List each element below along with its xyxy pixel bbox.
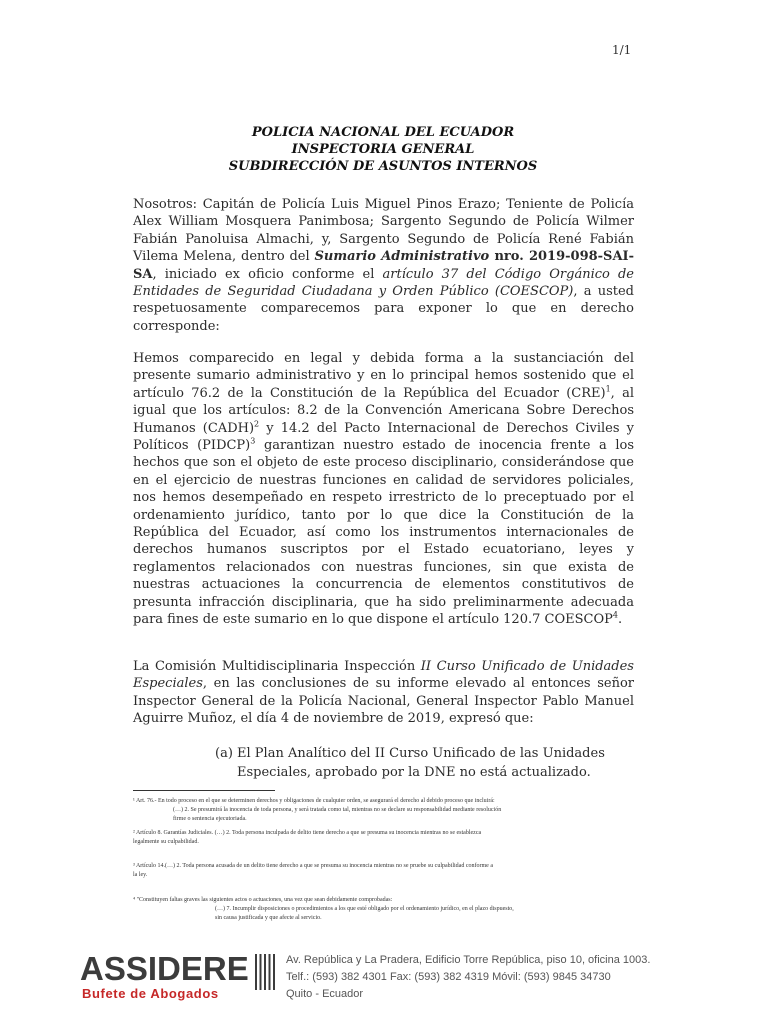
document-heading [130,124,636,175]
footnote-text: sin causa justificada y que afecte al servicio. [215,915,322,921]
paragraph-text: garantizan nuestro estado de inocencia frente a los hechos que son el objeto de este proceso disciplinario, considerándose que en el ejercicio de nuestras funciones en calidad de servidores policiales, nos hemos desempeñado en respeto irrestricto de lo preceptuado por el ordenamiento jurídico, tanto por lo que dice la Constitución de la República del Ecuador, así como los instrumentos internacionales de derechos humanos suscriptos por el Estado ecuatoriano, leyes y reglamentos relacionados con nuestras funciones, sin que exista de nuestras actuaciones la concurrencia de elementos constitutivos de presunta infracción disciplinaria, que ha sido preliminarmente adecuada para fines de este sumario en lo que dispone el artículo 120.7 COESCOP [133,438,634,628]
footnote-text: ⁴ "Constituyen faltas graves las siguientes actos o actuaciones, una vez que sean debidamente comprobadas: [133,897,393,903]
case-number-text: nro. 2019-098-SAI-SA [133,249,635,282]
firm-logo [80,950,270,1000]
paragraph-text: , en las conclusiones de su informe elevado al entonces señor Inspector General de la Policía Nacional, General Inspector Pablo Manuel Aguirre Muñoz, el día 4 de noviembre de 2019, expresó que: [133,676,634,727]
paragraph-text: La Comisión Multidisciplinaria Inspección [133,659,421,674]
footnote-ref-2: 2 [254,419,260,429]
footnote-1 [133,797,638,824]
footnote-ref-1: 1 [605,384,611,394]
footer-phones: Telf.: (593) 382 4301 Fax: (593) 382 4319 Móvil: (593) 9845 34730 [286,971,611,983]
footnote-3 [133,862,638,880]
footnote-divider [133,790,275,791]
footnote-text: ³ Artículo 14.(…) 2. Toda persona acusada de un delito tiene derecho a que se presuma su inocencia mientras no se pruebe su culpabilidad conforme a [133,863,493,869]
footer-address: Av. República y La Pradera, Edificio Torre República, piso 10, oficina 1003. [286,954,651,966]
legal-reference-text: artículo 37 del Código Orgánico de Entidades de Seguridad Ciudadana y Orden Público (COESCOP) [133,266,634,300]
footnote-text: ² Artículo 8. Garantías Judiciales. (…) 2. Toda persona inculpada de delito tiene derecho a que se presuma su inocencia mientras no se establezca [133,830,482,836]
logo-wordmark: ASSIDERE [80,950,249,987]
footnote-text: (…) 7. Incumplir disposiciones o procedimientos a los que esté obligado por el ordenamiento jurídico, en el plazo dispuesto, [215,906,514,912]
footnote-2 [133,829,638,847]
footnote-text: ¹ Art. 76.- En todo proceso en el que se determinen derechos y obligaciones de cualquier orden, se asegurará el derecho al debido proceso que incluirá: [133,798,495,804]
footnote-ref-4: 4 [612,610,618,620]
paragraph-text: Nosotros: Capitán de Policía Luis Miguel Pinos Erazo; Teniente de Policía Alex William Mosquera Panimbosa; Sargento Segundo de Policía Wilmer Fabián Panoluisa Almachi, y, Sargento Segundo de Policía René Fabián Vilema Melena, dentro del [133,197,634,265]
paragraph-commission [133,658,634,728]
heading-line-3: SUBDIRECCIÓN DE ASUNTOS INTERNOS [228,159,538,174]
case-type-text: Sumario Administrativo [314,249,490,265]
footnote-text: legalmente su culpabilidad. [133,839,199,845]
footnote-text: firme o sentencia ejecutoriada. [173,816,247,822]
list-item-line-1: (a) El Plan Analítico del II Curso Unificado de las Unidades [215,746,605,761]
paragraph-text: , a usted respetuosamente comparecemos para exponer lo que en derecho corresponde: [133,284,634,334]
footnote-text: la ley. [133,872,148,878]
paragraph-text: , iniciado ex oficio conforme el [152,266,383,282]
footer-contact [286,952,650,1003]
logo-tagline: Bufete de Abogados [82,986,219,1001]
list-item-a [215,744,635,782]
footer-city: Quito - Ecuador [286,988,364,1000]
footnote-ref-3: 3 [250,436,256,446]
list-item-line-2: Especiales, aprobado por la DNE no está actualizado. [237,765,591,780]
logo-bars-icon [255,954,275,990]
paragraph-arguments [133,350,634,629]
footnote-4 [133,896,638,923]
heading-line-2: INSPECTORIA GENERAL [291,142,475,157]
paragraph-text: . [617,612,623,628]
footnote-text: (…) 2. Se presumirá la inocencia de toda persona, y será tratada como tal, mientras no se declare su responsabilidad mediante resolución [173,807,502,813]
heading-line-1: POLICIA NACIONAL DEL ECUADOR [251,125,515,140]
page-number: 1/1 [612,43,632,57]
paragraph-text: , al igual que los artículos: 8.2 de la Convención Americana Sobre Derechos Humanos (CADH) [133,385,634,436]
paragraph-text: y 14.2 del Pacto Internacional de Derechos Civiles y Políticos (PIDCP) [133,420,634,454]
course-name-text: II Curso Unificado de Unidades Especiales [133,659,634,692]
paragraph-text: Hemos comparecido en legal y debida forma a la sustanciación del presente sumario administrativo y en lo principal hemos sostenido que el artículo 76.2 de la Constitución de la República del Ecuador (CRE) [133,351,634,401]
paragraph-intro [133,196,634,335]
